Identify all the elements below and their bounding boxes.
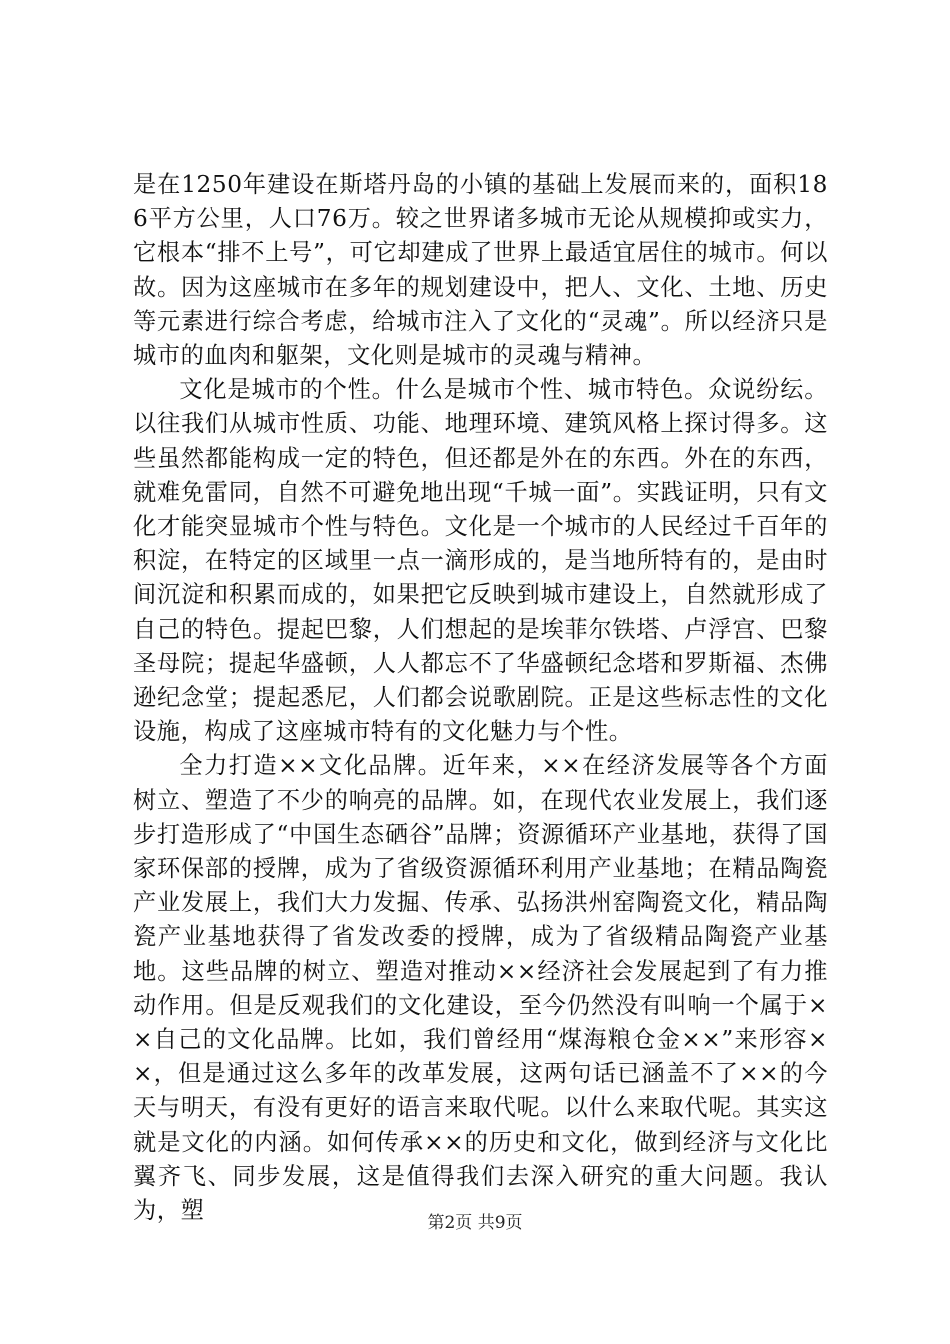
document-body — [133, 168, 828, 1228]
paragraph-1: 是在1250年建设在斯塔丹岛的小镇的基础上发展而来的，面积186平方公里，人口76万。较之世界诸多城市无论从规模抑或实力，它根本“排不上号”，可它却建成了世界上最适宜居住的城市。何以故。因为这座城市在多年的规划建设中，把人、文化、土地、历史等元素进行综合考虑，给城市注入了文化的“灵魂”。所以经济只是城市的血肉和躯架，文化则是城市的灵魂与精神。 — [133, 171, 828, 370]
paragraph-3: 全力打造××文化品牌。近年来，××在经济发展等各个方面树立、塑造了不少的响亮的品牌。如，在现代农业发展上，我们逐步打造形成了“中国生态硒谷”品牌；资源循环产业基地，获得了国家环保部的授牌，成为了省级资源循环利用产业基地；在精品陶瓷产业发展上，我们大力发掘、传承、弘扬洪州窑陶瓷文化，精品陶瓷产业基地获得了省发改委的授牌，成为了省级精品陶瓷产业基地。这些品牌的树立、塑造对推动××经济社会发展起到了有力推动作用。但是反观我们的文化建设，至今仍然没有叫响一个属于××自己的文化品牌。比如，我们曾经用“煤海粮仓金××”来形容××，但是通过这么多年的改革发展，这两句话已涵盖不了××的今天与明天，有没有更好的语言来取代呢。以什么来取代呢。其实这就是文化的内涵。如何传承××的历史和文化，做到经济与文化比翼齐飞、同步发展，这是值得我们去深入研究的重大问题。我认为，塑 — [133, 752, 828, 1225]
paragraph-2: 文化是城市的个性。什么是城市个性、城市特色。众说纷纭。以往我们从城市性质、功能、地理环境、建筑风格上探讨得多。这些虽然都能构成一定的特色，但还都是外在的东西。外在的东西，就难免雷同，自然不可避免地出现“千城一面”。实践证明，只有文化才能突显城市个性与特色。文化是一个城市的人民经过千百年的积淀，在特定的区域里一点一滴形成的，是当地所特有的，是由时间沉淀和积累而成的，如果把它反映到城市建设上，自然就形成了自己的特色。提起巴黎，人们想起的是埃菲尔铁塔、卢浮宫、巴黎圣母院；提起华盛顿，人人都忘不了华盛顿纪念塔和罗斯福、杰佛逊纪念堂；提起悉尼，人们都会说歌剧院。正是这些标志性的文化设施，构成了这座城市特有的文化魅力与个性。 — [133, 376, 828, 746]
page-number-footer: 第2页 共9页 — [427, 1213, 523, 1233]
